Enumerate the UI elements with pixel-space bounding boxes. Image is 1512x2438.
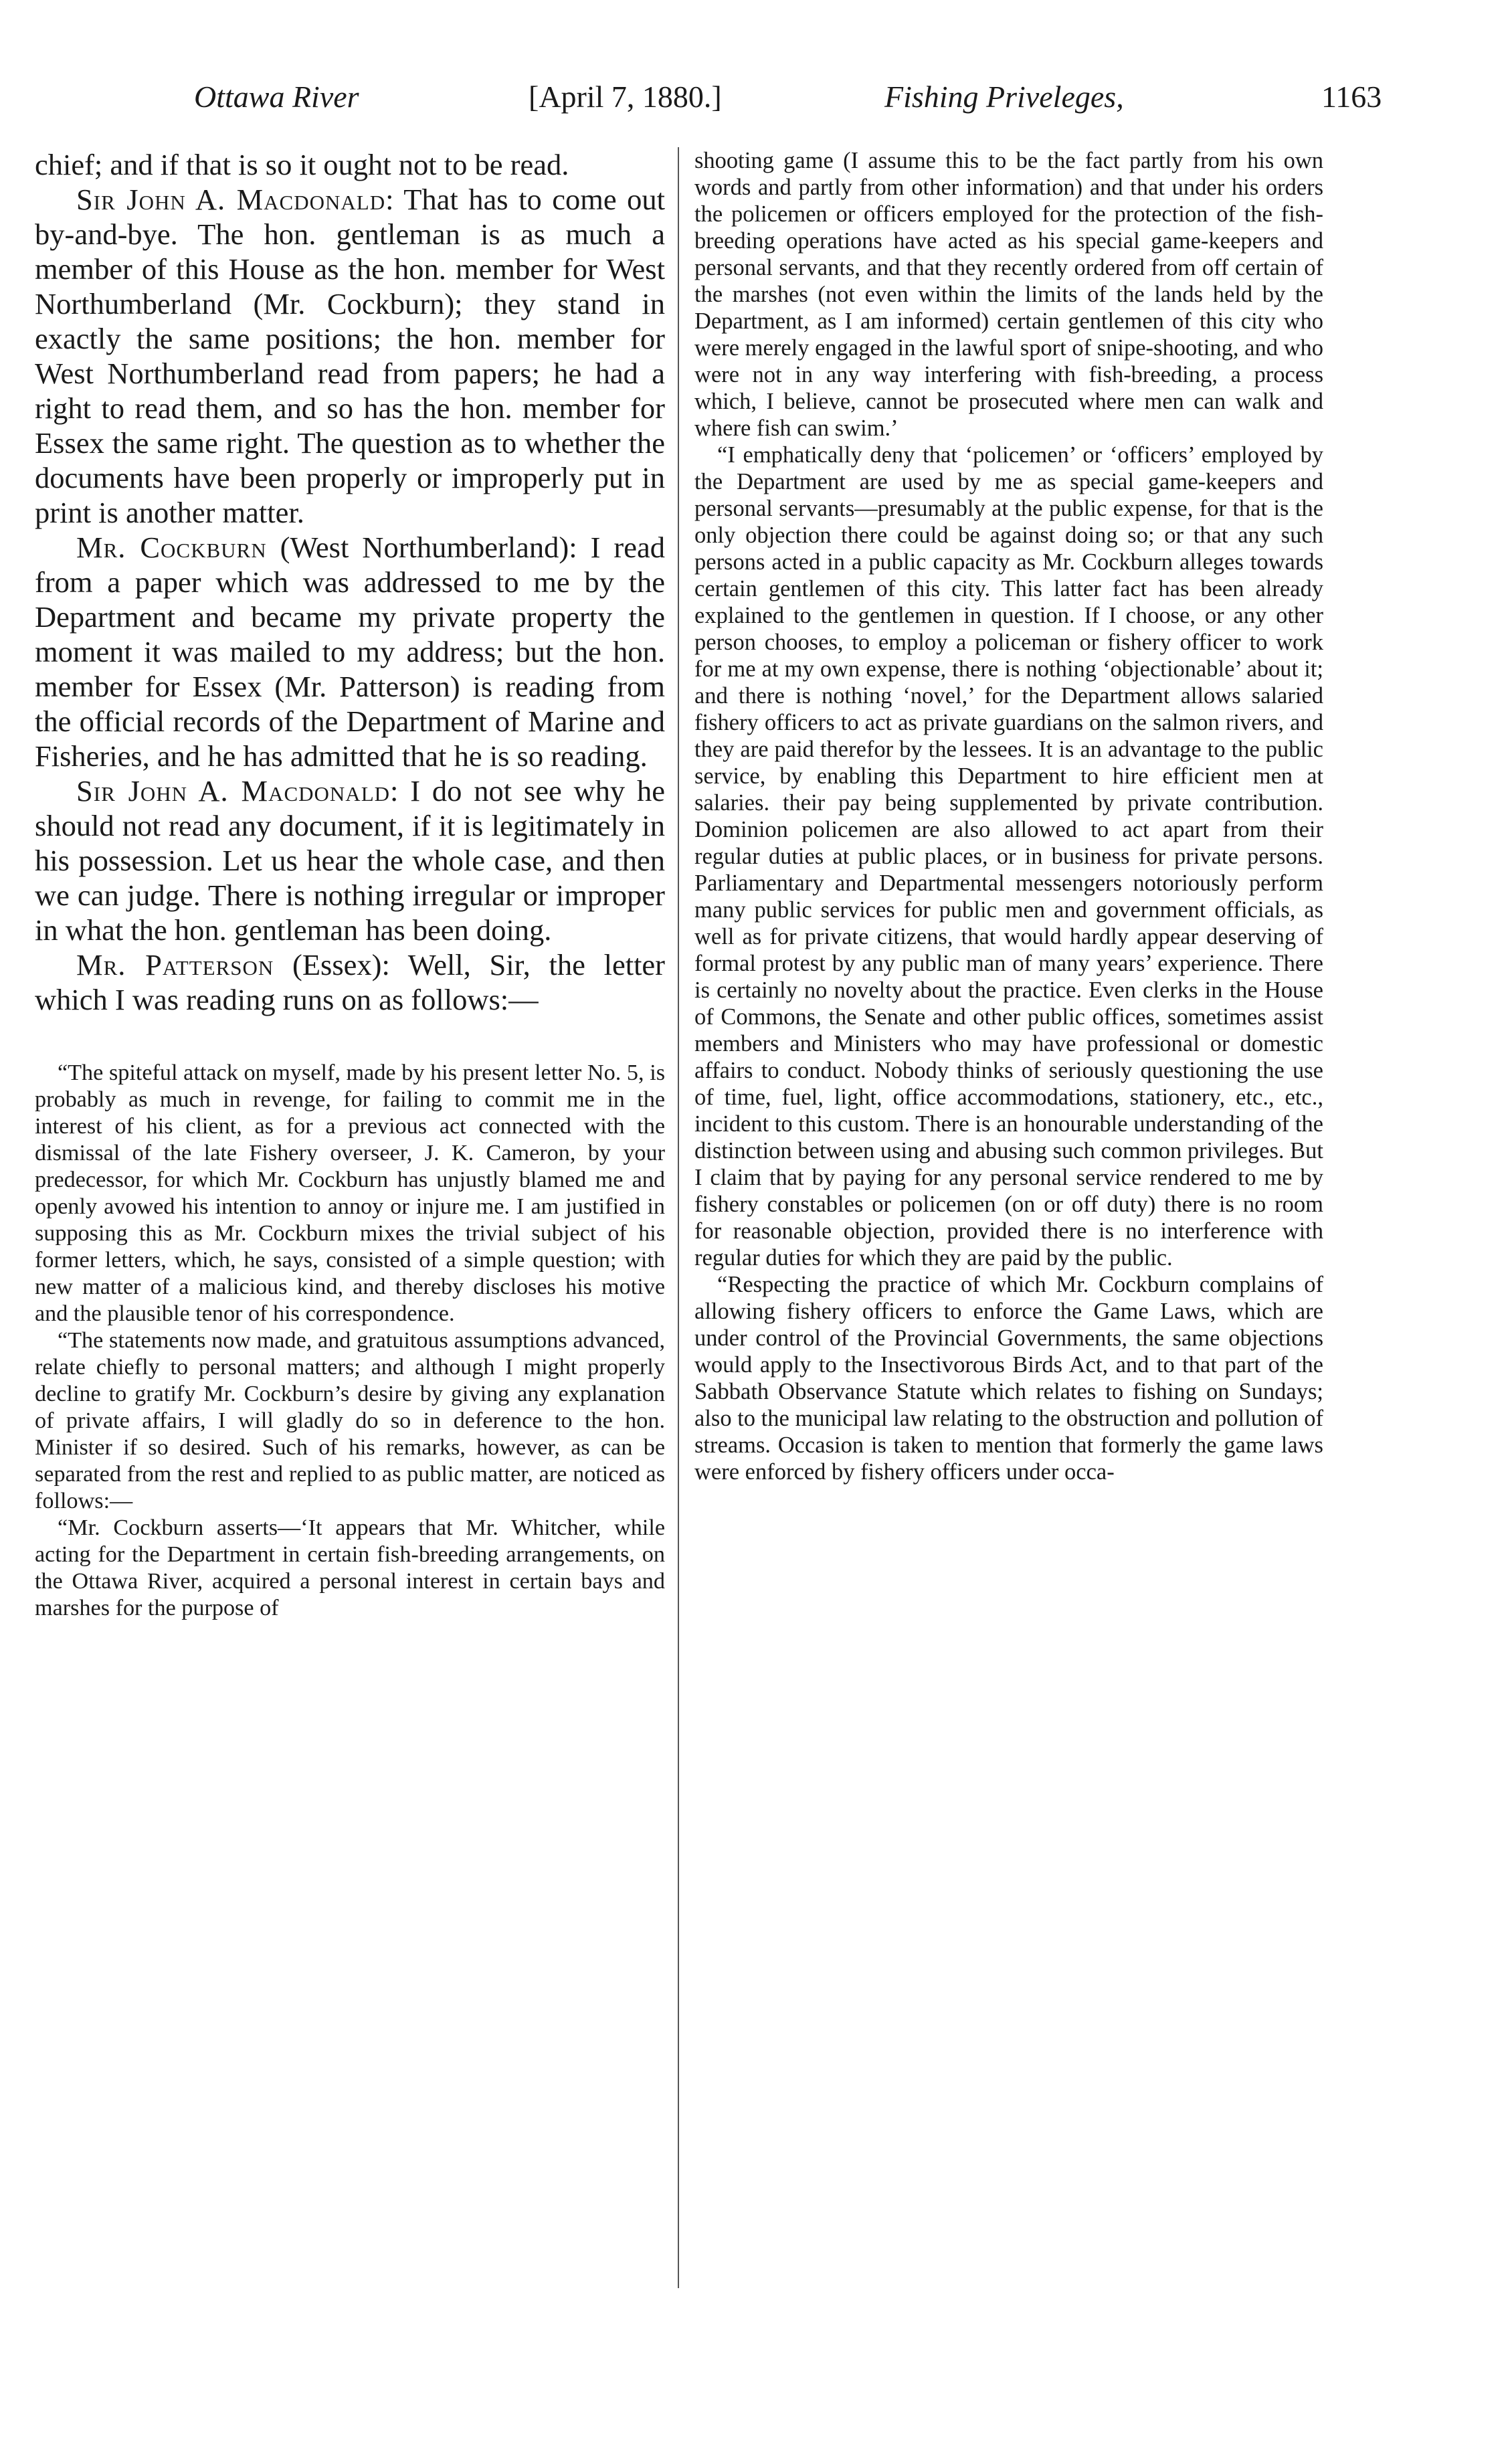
quoted-paragraph: “Respecting the practice of which Mr. Cockburn complains of allowing fishery officers to enforce the Game Laws, which are under control of the Provincial Governments, the same objections would apply to the Insectivorous Birds Act, and to that part of the Sabbath Observance Statute which relates to fishing on Sundays; also to the municipal law relating to the obstruction and pollution of streams. Occasion is taken to mention that formerly the game laws were enforced by fishery officers under occa- xyxy=(694,1272,1323,1485)
page-number: 1163 xyxy=(1321,80,1382,114)
header-section-right: Fishing Priveleges, xyxy=(884,80,1124,114)
right-column xyxy=(694,147,1323,1485)
speech-paragraph xyxy=(35,182,665,530)
speech-paragraph xyxy=(35,530,665,773)
speech-text: (Essex): Well, Sir, the letter which I was reading runs on as follows:— xyxy=(35,948,665,1016)
speech-paragraph xyxy=(35,773,665,947)
column-divider xyxy=(678,147,679,2288)
speech-text: : That has to come out by-and-bye. The hon. gentleman is as much a member of this House as the hon. member for West Northumberland (Mr. Cockburn); they stand in exactly the same positions; the hon. member for West Northumberland read from papers; he had a right to read them, and so has the hon. member for Essex the same right. The question as to whether the documents have been properly or improperly put in print is another matter. xyxy=(35,183,665,529)
quoted-paragraph: “I emphatically deny that ‘policemen’ or ‘officers’ employed by the Department are used by me as special game-keepers and personal servants—presumably at the public expense, for that is the only objection there could be against doing so; or that any such persons acted in a public capacity as Mr. Cockburn alleges towards certain gentlemen of this city. This latter fact has been already explained to the gentlemen in question. If I choose, or any other person chooses, to employ a policeman or fishery officer to work for me at my own expense, there is nothing ‘objectionable’ about it; and there is nothing ‘novel,’ for the Department allows salaried fishery officers to act as private guardians on the salmon rivers, and they are paid therefor by the lessees. It is an advantage to the public service, by enabling this Department to hire efficient men at salaries. their pay being supplemented by private contribution. Dominion policemen are also allowed to act apart from their regular duties at public places, or in business for private persons. Parliamentary and Departmental messengers notoriously perform many public services for public men and government officials, as well as for private citizens, that would hardly appear deserving of formal protest by any public man of many years’ experience. There is certainly no novelty about the practice. Even clerks in the House of Commons, the Senate and other public offices, sometimes assist members and Ministers who may have professional or domestic affairs to conduct. Nobody thinks of seriously questioning the use of time, fuel, light, office accommodations, stationery, etc., etc., incident to this custom. There is an honourable understanding of the distinction between using and abusing such common privileges. But I claim that by paying for any personal service rendered to me by fishery constables or policemen (on or off duty) there is no room for reasonable objection, provided there is no interference with regular duties for which they are paid by the public. xyxy=(694,442,1323,1271)
quoted-paragraph: shooting game (I assume this to be the fact partly from his own words and partly from other information) and that under his orders the policemen or officers employed for the protection of the fish-breeding operations have acted as his special game-keepers and personal servants, and that they recently ordered from off certain of the marshes (not even within the limits of the lands held by the Department, as I am informed) certain gentlemen of this city who were merely engaged in the lawful sport of snipe-shooting, and who were not in any way interfering with fish-breeding, a process which, I believe, cannot be prosecuted where men can walk and where fish can swim.’ xyxy=(694,148,1323,441)
quoted-paragraph: “The spiteful attack on myself, made by his present letter No. 5, is probably as much in revenge, for failing to commit me in the interest of his client, as for a previous act connected with the dismissal of the late Fishery overseer, J. K. Cameron, by your predecessor, for which Mr. Cockburn has unjustly blamed me and openly avowed his intention to annoy or injure me. I am justified in supposing this as Mr. Cockburn mixes the trivial subject of his former letters, which, he says, consisted of a simple question; with new matter of a malicious kind, and thereby discloses his motive and the plausible tenor of his correspondence. xyxy=(35,1060,665,1326)
speaker-name: Mr. Cockburn xyxy=(76,531,267,564)
speaker-name: Sir John A. Macdonald xyxy=(76,183,386,216)
quoted-paragraph: “Mr. Cockburn asserts—‘It appears that Mr. Whitcher, while acting for the Department in certain fish-breeding arrangements, on the Ottawa River, acquired a personal interest in certain bays and marshes for the purpose of xyxy=(35,1515,665,1620)
paragraph-text: chief; and if that is so it ought not to be read. xyxy=(35,148,569,181)
left-column xyxy=(35,147,665,1622)
speaker-name: Mr. Patterson xyxy=(76,948,274,981)
paragraph xyxy=(35,147,665,182)
speech-text: : I do not see why he should not read any document, if it is legitimately in his possession. Let us hear the whole case, and then we can judge. There is nothing irregular or improper in what the hon. gentleman has been doing. xyxy=(35,774,665,947)
speaker-name: Sir John A. Macdonald xyxy=(76,774,391,808)
header-date: [April 7, 1880.] xyxy=(529,80,722,114)
spacer xyxy=(35,1017,665,1060)
speech-paragraph xyxy=(35,947,665,1017)
quoted-paragraph: “The statements now made, and gratuitous assumptions advanced, relate chiefly to personal matters; and although I might properly decline to gratify Mr. Cockburn’s desire by giving any explanation of private affairs, I will gladly do so in deference to the hon. Minister if so desired. Such of his remarks, however, as can be separated from the rest and replied to as public matter, are noticed as follows:— xyxy=(35,1328,665,1513)
speech-text: (West Northumberland): I read from a paper which was addressed to me by the Department and became my private property the moment it was mailed to my address; but the hon. member for Essex (Mr. Patterson) is reading from the official records of the Department of Marine and Fisheries, and he has admitted that he is so reading. xyxy=(35,531,665,773)
header-section-left: Ottawa River xyxy=(194,80,359,114)
page-header xyxy=(0,79,1512,132)
